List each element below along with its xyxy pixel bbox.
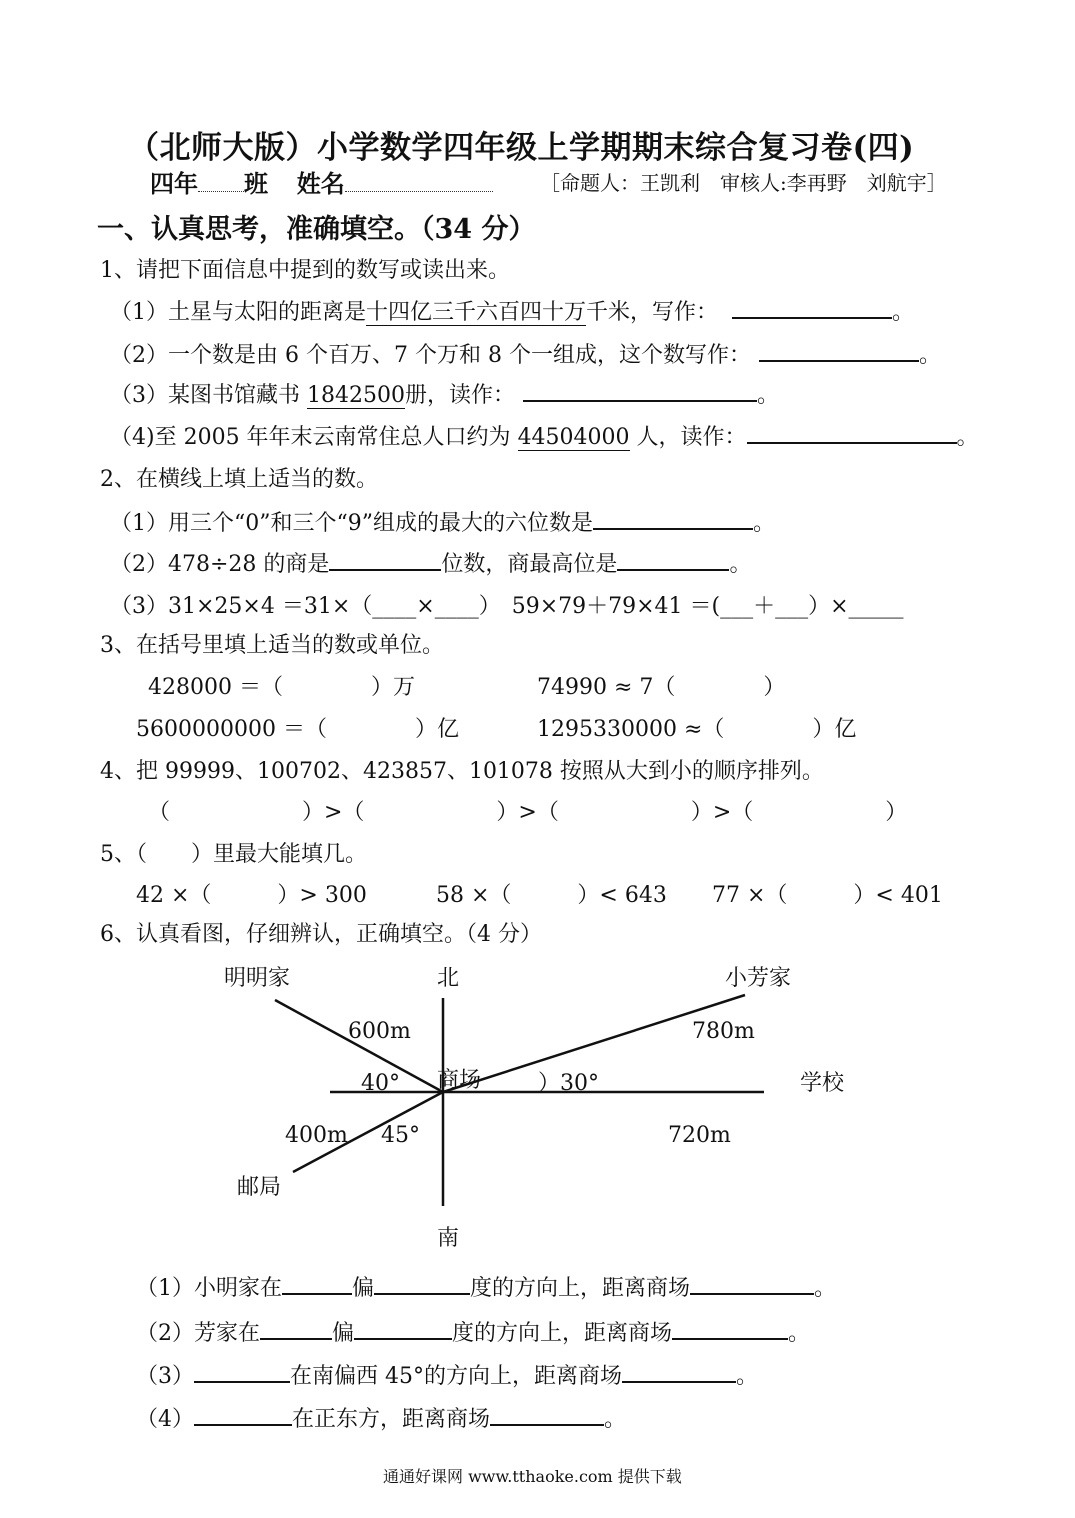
q2-item-3: （3）31×25×4 ＝31×（____×____） 59×79＋79×41 ＝(___＋___）×_____	[110, 594, 904, 619]
label-angle-45: 45°	[381, 1123, 420, 1148]
q6-1-text-c: 度的方向上，距离商场	[470, 1276, 691, 1301]
grade-label: 四年	[150, 169, 198, 198]
q6-3-end: 。	[736, 1364, 759, 1389]
name-label: 姓名	[296, 169, 345, 198]
q6-2-blank-c[interactable]	[672, 1316, 788, 1340]
q6-3-text-a: （3）	[136, 1364, 194, 1389]
label-post-office: 邮局	[237, 1175, 282, 1200]
q3-item-b: 74990 ≈ 7（ ）	[537, 675, 786, 700]
q6-3-text-b: 在南偏西 45°的方向上，距离商场	[290, 1364, 622, 1389]
q1-1-number: 十四亿三千六百四十万	[366, 300, 587, 325]
q6-1-blank-b[interactable]	[374, 1271, 470, 1295]
q6-4-end: 。	[604, 1407, 627, 1432]
q1-3-label: 册，读作：	[404, 383, 515, 408]
q6-1-text-a: （1）小明家在	[136, 1276, 282, 1301]
label-xiaofang-home: 小芳家	[725, 966, 792, 991]
q5-item-a: 42 ×（ ）> 300	[136, 883, 367, 908]
q1-2-text: （2）一个数是由 6 个百万、7 个万和 8 个一组成，这个数写作：	[110, 343, 751, 368]
q6-item-4	[136, 1402, 626, 1433]
q6-item-3	[136, 1359, 758, 1390]
q6-4-text-a: （4）	[136, 1407, 194, 1432]
q1-1-label: 千米，写作：	[586, 300, 719, 325]
q2-1-text: （1）用三个“0”和三个“9”组成的最大的六位数是	[110, 511, 593, 536]
q6-2-end: 。	[788, 1321, 811, 1346]
label-400m: 400m	[285, 1123, 348, 1148]
page-title: （北师大版）小学数学四年级上学期期末综合复习卷(四)	[128, 130, 915, 166]
q6-3-blank-a[interactable]	[194, 1359, 290, 1383]
label-school: 学校	[800, 1071, 845, 1096]
authors: ［命题人：王凯利 审核人:李再野 刘航宇］	[540, 171, 947, 195]
q1-2-end: 。	[918, 343, 941, 368]
q1-1-end: 。	[892, 300, 915, 325]
q2-2-text-b: 位数，商最高位是	[441, 552, 618, 577]
mingming-line	[275, 1000, 443, 1092]
section-heading: 一、认真思考，准确填空。（34 分）	[97, 214, 536, 245]
q6-item-1	[136, 1271, 836, 1302]
q5-item-b: 58 ×（ ）< 643	[436, 883, 667, 908]
q6-2-text-a: （2）芳家在	[136, 1321, 260, 1346]
q4-order-row: （ ）>（ ）>（ ）>（ ）	[148, 800, 908, 825]
q3-item-d: 1295330000 ≈（ ）亿	[537, 717, 857, 742]
q1-4-label: 人，读作：	[629, 425, 747, 450]
q6-3-blank-b[interactable]	[622, 1359, 736, 1383]
q2-1-end: 。	[752, 511, 775, 536]
q6-2-blank-b[interactable]	[354, 1316, 452, 1340]
q1-1-text: （1）土星与太阳的距离是	[110, 300, 366, 325]
q2-2-end: 。	[729, 552, 752, 577]
q4-stem: 4、把 99999、100702、423857、101078 按照从大到小的顺序排列。	[100, 759, 824, 784]
q6-2-text-b: 偏	[332, 1321, 355, 1346]
label-mingming-home: 明明家	[224, 966, 291, 991]
q5-item-c: 77 ×（ ）< 401	[712, 883, 943, 908]
q1-3-number: 1842500	[307, 383, 405, 408]
label-south: 南	[436, 1226, 460, 1251]
label-600m: 600m	[348, 1019, 411, 1044]
q3-item-c: 5600000000 ＝（ ）亿	[136, 717, 459, 742]
q6-1-blank-c[interactable]	[690, 1271, 814, 1295]
q6-stem: 6、认真看图，仔细辨认，正确填空。（4 分）	[100, 922, 542, 947]
q6-4-text-b: 在正东方，距离商场	[292, 1407, 491, 1432]
q1-4-text: （4)至 2005 年年末云南常住总人口约为	[110, 425, 518, 450]
q3-stem: 3、在括号里填上适当的数或单位。	[100, 633, 444, 658]
label-720m: 720m	[668, 1123, 731, 1148]
label-angle-30: ）30°	[538, 1071, 599, 1096]
footer-credit: 通通好课网 www.tthaoke.com 提供下载	[383, 1467, 682, 1486]
label-780m: 780m	[692, 1019, 755, 1044]
label-mall: 商场	[437, 1068, 482, 1093]
q1-4-number: 44504000	[517, 425, 630, 450]
label-angle-40: 40°	[361, 1071, 400, 1096]
q6-4-blank-b[interactable]	[490, 1402, 604, 1426]
q6-2-text-c: 度的方向上，距离商场	[452, 1321, 673, 1346]
q6-1-end: 。	[814, 1276, 837, 1301]
q3-item-a: 428000 ＝（ ）万	[148, 675, 415, 700]
class-label: 班	[244, 169, 268, 198]
q6-4-blank-a[interactable]	[194, 1402, 292, 1426]
q5-stem: 5、（ ）里最大能填几。	[100, 842, 367, 867]
label-north: 北	[436, 966, 460, 991]
q6-2-blank-a[interactable]	[260, 1316, 332, 1340]
q1-stem: 1、请把下面信息中提到的数写或读出来。	[100, 258, 510, 283]
q1-3-end: 。	[757, 383, 780, 408]
q1-3-text: （3）某图书馆藏书	[110, 383, 307, 408]
q6-item-2	[136, 1316, 810, 1347]
q6-1-text-b: 偏	[352, 1276, 375, 1301]
q2-stem: 2、在横线上填上适当的数。	[100, 467, 378, 492]
q6-1-blank-a[interactable]	[282, 1271, 352, 1295]
q2-2-text-a: （2）478÷28 的商是	[110, 552, 330, 577]
q1-4-end: 。	[956, 425, 979, 450]
